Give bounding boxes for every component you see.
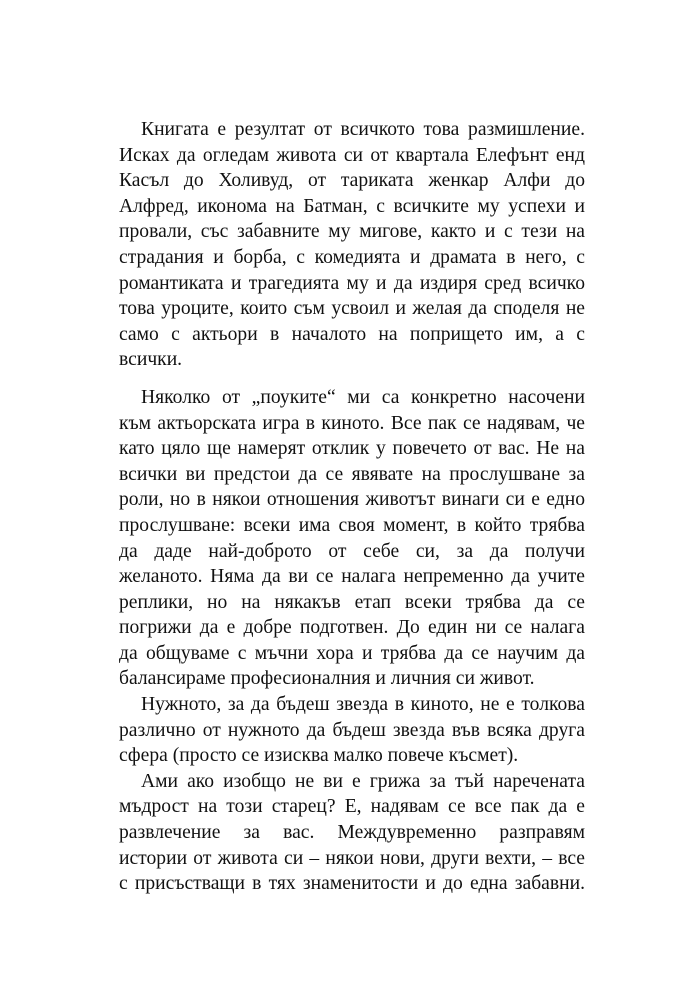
body-text <box>119 117 585 897</box>
text-line: роли, но в някои отношения животът винаги си е едно <box>119 489 585 511</box>
text-line: Няколко от „поуките“ ми са конкретно насочени <box>141 386 585 408</box>
text-line: погрижи да е добре подготвен. До един ни се налага <box>119 617 585 639</box>
text-line: Касъл до Холивуд, от тариката женкар Алфи до <box>119 170 585 192</box>
text-line: провали, със забавните му мигове, както и с тези на <box>119 221 585 243</box>
text-line: различно от нужното да бъдеш звезда във всяка друга <box>119 719 585 741</box>
paragraph-gap <box>119 373 585 385</box>
text-line: към актьорската игра в киното. Все пак се надявам, че <box>119 412 585 434</box>
text-line: балансираме професионалния и личния си живот. <box>119 668 535 690</box>
text-line: всички ви предстои да се явявате на прослушване за <box>119 463 585 485</box>
text-line: само с актьори в началото на попрището им, а с <box>119 323 585 345</box>
text-line: истории от живота си – някои нови, други вехти, – все <box>119 847 585 869</box>
text-line: всички. <box>119 349 183 371</box>
text-line: желаното. Няма да ви се налага непременно да учите <box>119 566 585 588</box>
text-line: да даде най-доброто от себе си, за да получи <box>119 540 585 562</box>
text-line: прослушване: всеки има своя момент, в който трябва <box>119 514 585 536</box>
text-line: Исках да огледам живота си от квартала Елефънт енд <box>119 144 585 166</box>
text-line: мъдрост на този старец? Е, надявам се все пак да е <box>119 796 585 818</box>
text-line: романтиката и трагедията му и да издиря сред всичко <box>119 272 585 294</box>
text-line: това уроците, които съм усвоил и желая да споделя не <box>119 298 585 320</box>
text-line: като цяло ще намерят отклик у повечето от вас. Не на <box>119 438 585 460</box>
text-line: с присъстващи в тях знаменитости и до една забавни. <box>119 873 585 895</box>
text-line: да общуваме с мъчни хора и трябва да се научим да <box>119 642 585 664</box>
paragraph-2 <box>119 385 585 692</box>
text-line: реплики, но на някакъв етап всеки трябва да се <box>119 591 585 613</box>
text-line: Нужното, за да бъдеш звезда в киното, не е толкова <box>141 694 585 716</box>
text-line: сфера (просто се изисква малко повече късмет). <box>119 745 519 767</box>
text-line: Книгата е резултат от всичкото това размишление. <box>141 119 585 140</box>
text-line: Алфред, иконома на Батман, с всичките му успехи и <box>119 195 585 217</box>
paragraph-4 <box>119 769 585 897</box>
text-line: развлечение за вас. Междувременно разправям <box>119 822 585 844</box>
paragraph-3 <box>119 692 585 769</box>
text-line: Ами ако изобщо не ви е грижа за тъй наречената <box>141 770 585 792</box>
paragraph-1 <box>119 117 585 373</box>
text-line: страдания и борба, с комедията и драмата в него, с <box>119 246 585 268</box>
